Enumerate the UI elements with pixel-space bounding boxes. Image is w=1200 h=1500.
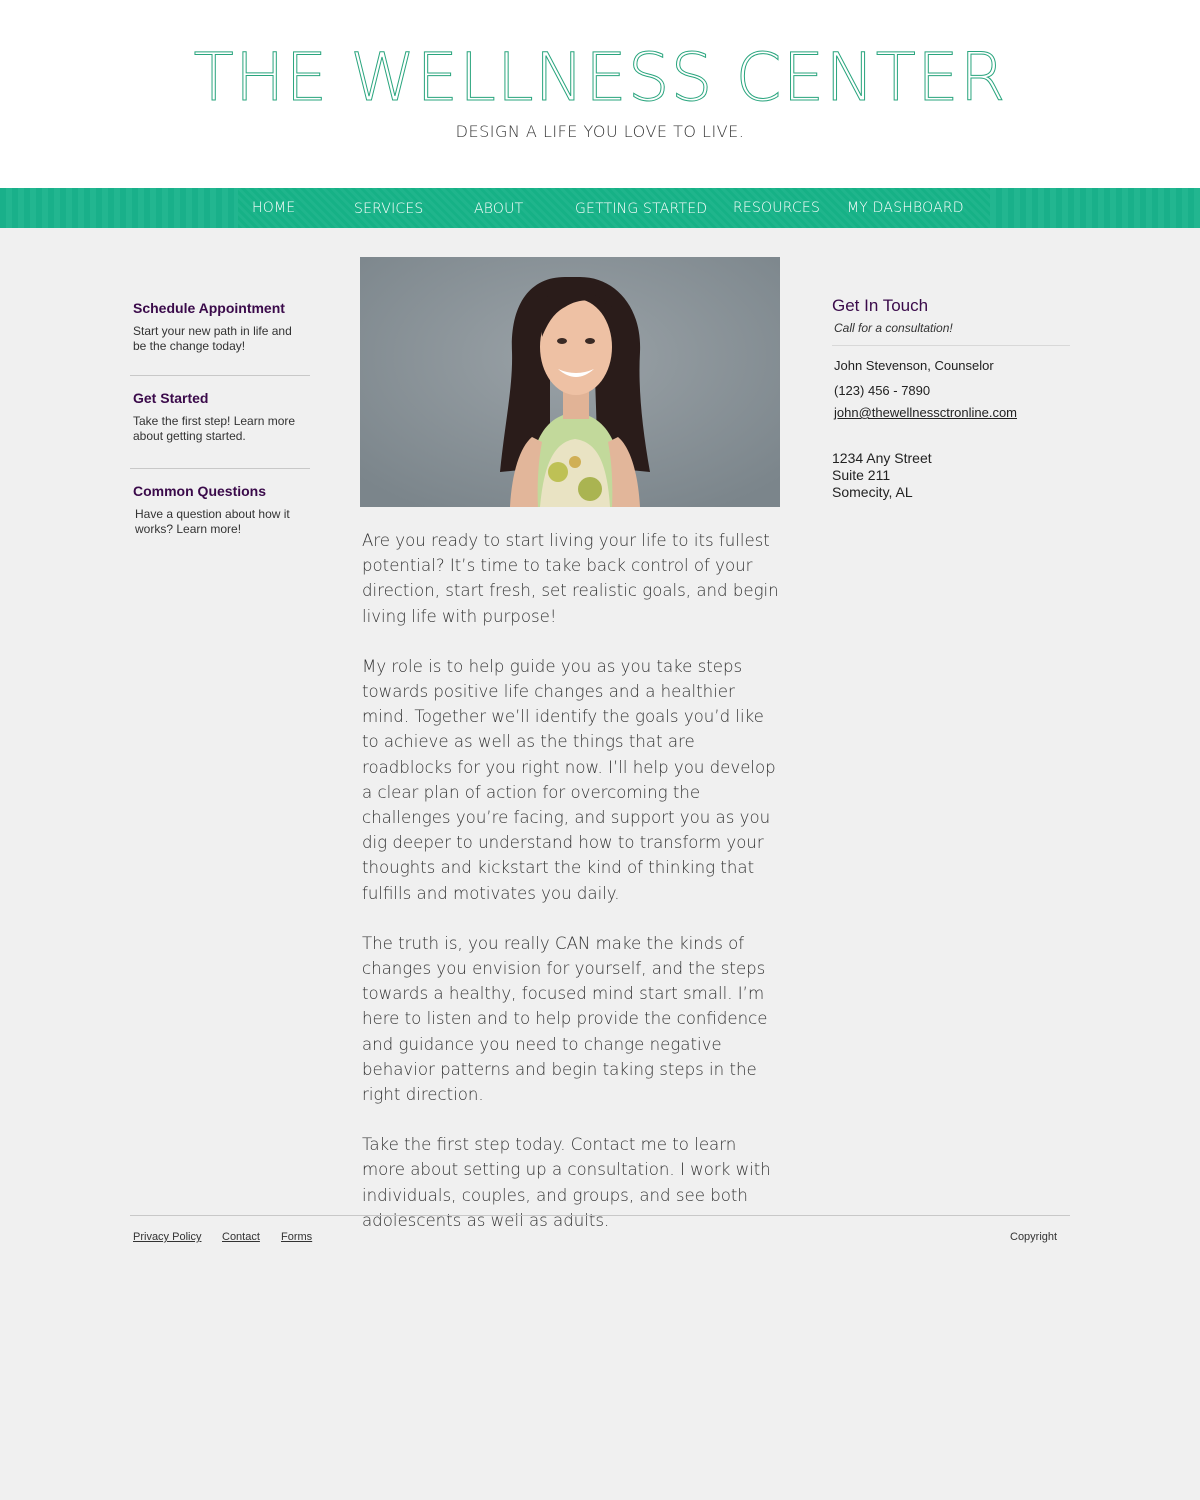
- contact-title: Get In Touch: [832, 296, 929, 315]
- main-nav: [0, 188, 1200, 228]
- role-paragraph: My role is to help guide you as you take steps towards positive life changes and a healthier mind. Together we’ll identify the goals you’d like to achieve as well as the things that are roadblocks for you right now. I’ll help you develop a clear plan of action for overcoming the challenges you’re facing, and support you as you dig deeper to understand how to transform your thoughts and kickstart the kind of thinking that fulfills and motivates you daily.: [362, 656, 776, 903]
- footer-forms-link[interactable]: Forms: [281, 1231, 313, 1243]
- schedule-appointment-link[interactable]: Schedule Appointment: [133, 300, 285, 316]
- contact-subtitle: Call for a consultation!: [834, 321, 953, 335]
- woman-portrait-image: [360, 257, 780, 507]
- contact-address: [832, 450, 932, 501]
- common-questions-desc: Have a question about how it works? Learn more!: [135, 507, 290, 536]
- contact-phone: (123) 456 - 7890: [834, 383, 931, 398]
- main-content: [362, 528, 782, 1258]
- schedule-appointment-desc: Start your new path in life and be the change today!: [133, 324, 292, 353]
- nav-my-dashboard[interactable]: MY DASHBOARD: [847, 200, 964, 216]
- address-line-3: Somecity, AL: [832, 484, 913, 500]
- intro-paragraph: Are you ready to start living your life to its fullest potential? It’s time to take back control of your direction, start fresh, set realistic goals, and begin living life with purpose!: [362, 531, 779, 626]
- hero-photo: [360, 257, 780, 507]
- site-title[interactable]: THE WELLNESS CENTER: [193, 39, 1007, 116]
- get-started-link[interactable]: Get Started: [133, 390, 209, 406]
- address-line-1: 1234 Any Street: [832, 450, 932, 466]
- copyright-text: Copyright: [1010, 1231, 1058, 1243]
- nav-services[interactable]: SERVICES: [354, 201, 424, 217]
- nav-home[interactable]: HOME: [252, 200, 296, 216]
- counselor-name: John Stevenson, Counselor: [834, 358, 994, 373]
- get-started-desc: Take the first step! Learn more about getting started.: [133, 414, 296, 443]
- sidebar-divider: [130, 468, 310, 469]
- truth-paragraph: The truth is, you really CAN make the kinds of changes you envision for yourself, and the steps towards a healthy, focused mind start small. I’m here to listen and to help provide the confidence and guidance you need to change negative behavior patterns and begin taking steps in the right direction.: [362, 933, 768, 1105]
- footer-divider: [130, 1215, 1070, 1216]
- site-tagline: DESIGN A LIFE YOU LOVE TO LIVE.: [455, 122, 745, 141]
- site-header: [0, 0, 1200, 188]
- sidebar-divider: [130, 375, 310, 376]
- address-line-2: Suite 211: [832, 467, 891, 483]
- footer-privacy-policy-link[interactable]: Privacy Policy: [133, 1231, 202, 1243]
- common-questions-link[interactable]: Common Questions: [133, 483, 267, 499]
- footer-contact-link[interactable]: Contact: [222, 1231, 260, 1243]
- contact-divider: [832, 345, 1070, 346]
- nav-resources[interactable]: RESOURCES: [733, 200, 821, 216]
- nav-about[interactable]: ABOUT: [474, 201, 524, 217]
- first-step-paragraph: Take the first step today. Contact me to learn more about setting up a consultation. I work with individuals, couples, and groups, and see both adolescents as well as adults.: [362, 1135, 771, 1230]
- contact-email-link[interactable]: john@thewellnessctronline.com: [834, 405, 1018, 420]
- nav-getting-started[interactable]: GETTING STARTED: [575, 201, 708, 217]
